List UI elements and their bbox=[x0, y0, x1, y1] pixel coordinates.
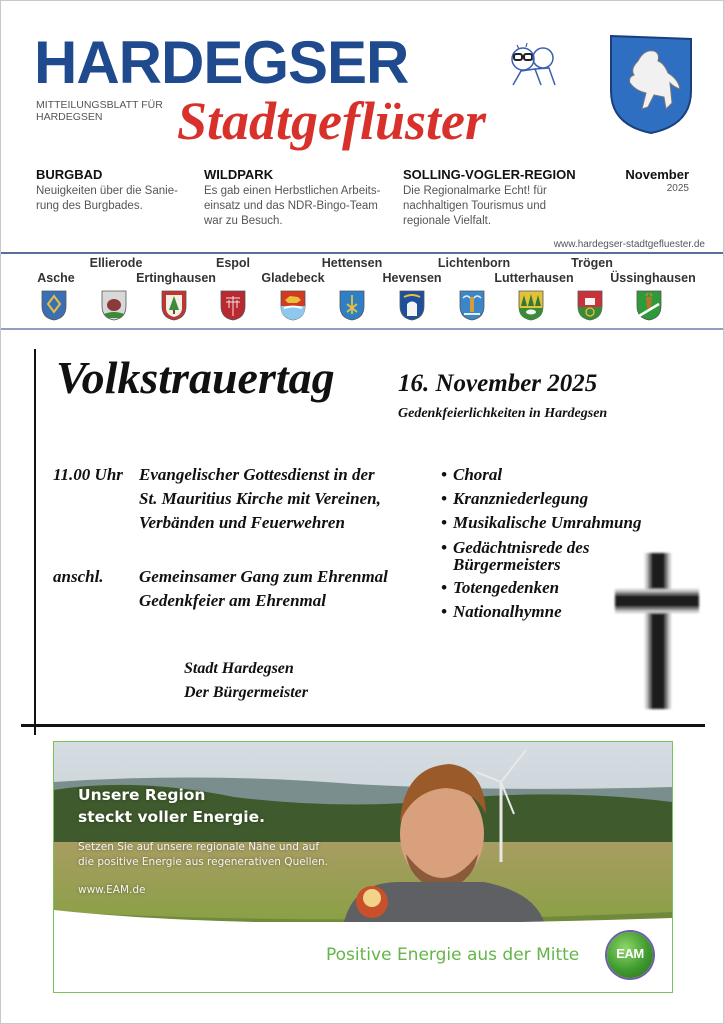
ad-body-line1: Setzen Sie auf unsere regionale Nähe und auf bbox=[78, 841, 320, 853]
village-name-troegen[interactable]: Trögen bbox=[571, 256, 613, 270]
eam-logo-text: EAM bbox=[616, 946, 644, 961]
village-crest-hettensen-icon[interactable] bbox=[339, 290, 365, 321]
village-crest-lutterhausen-icon[interactable] bbox=[518, 290, 544, 321]
village-name-hettensen[interactable]: Hettensen bbox=[321, 256, 383, 270]
teaser-burgbad[interactable] bbox=[36, 167, 178, 214]
village-name-hevensen[interactable]: Hevensen bbox=[382, 271, 442, 285]
schedule-time: anschl. bbox=[53, 567, 104, 586]
masthead-subtitle bbox=[36, 99, 171, 123]
notice-border-horizontal bbox=[21, 724, 705, 727]
masthead-title: HARDEGSER bbox=[34, 29, 409, 96]
village-crest-espol-icon[interactable] bbox=[220, 290, 246, 321]
program-item: • Nationalhymne bbox=[441, 600, 641, 624]
schedule-line: Verbänden und Feuerwehren bbox=[139, 513, 345, 532]
ad-headline bbox=[78, 784, 265, 828]
village-name-lutterhausen[interactable]: Lutterhausen bbox=[494, 271, 574, 285]
teaser-text-line: war zu Besuch. bbox=[204, 215, 283, 227]
program-item-line: Bürgermeisters bbox=[453, 555, 561, 574]
teaser-heading: SOLLING-VOGLER-REGION bbox=[403, 167, 576, 182]
teaser-text-line: nachhaltigen Tourismus und bbox=[403, 200, 546, 212]
village-crest-uessinghausen-icon[interactable] bbox=[636, 290, 662, 321]
teaser-heading: WILDPARK bbox=[204, 167, 274, 182]
village-name-lichtenborn[interactable]: Lichtenborn bbox=[437, 256, 511, 270]
schedule-time: 11.00 Uhr bbox=[53, 465, 123, 484]
village-name-espol[interactable]: Espol bbox=[215, 256, 251, 270]
program-item: • Musikalische Umrahmung bbox=[441, 511, 641, 535]
masthead-script-title: Stadtgeflüster bbox=[177, 91, 487, 151]
program-item: • Choral bbox=[441, 463, 641, 487]
ad-body bbox=[78, 840, 328, 870]
village-name-ellierode[interactable]: Ellierode bbox=[89, 256, 143, 270]
schedule-description bbox=[139, 463, 381, 535]
teaser-text-line: Es gab einen Herbstlichen Arbeits- bbox=[204, 185, 381, 197]
signature-line1: Stadt Hardegsen bbox=[184, 660, 294, 677]
village-crest-gladebeck-icon[interactable] bbox=[280, 290, 306, 321]
program-item bbox=[441, 535, 641, 576]
teaser-text-line: rung des Burgbades. bbox=[36, 200, 143, 212]
program-item-line: Gedächtnisrede des bbox=[453, 538, 590, 557]
teaser-text-line: Neuigkeiten über die Sanie- bbox=[36, 185, 178, 197]
notice-subtitle: Gedenkfeierlichkeiten in Hardegsen bbox=[398, 406, 608, 421]
ad-slogan: Positive Energie aus der Mitte bbox=[326, 945, 580, 965]
signature bbox=[184, 657, 308, 705]
village-name-ertinghausen[interactable]: Ertinghausen bbox=[136, 271, 216, 285]
program-item: • Kranzniederlegung bbox=[441, 487, 641, 511]
village-crest-hevensen-icon[interactable] bbox=[399, 290, 425, 321]
teaser-wildpark[interactable] bbox=[204, 167, 380, 229]
ad-url-link[interactable]: www.EAM.de bbox=[78, 884, 146, 896]
schedule-line: Gemeinsamer Gang zum Ehrenmal bbox=[139, 567, 388, 586]
village-crest-troegen-icon[interactable] bbox=[577, 290, 603, 321]
issue-month: November bbox=[625, 167, 689, 182]
schedule-line: Gedenkfeier am Ehrenmal bbox=[139, 591, 326, 610]
masthead-subtitle-line1: MITTEILUNGSBLATT FÜR bbox=[36, 99, 163, 111]
village-crest-ertinghausen-icon[interactable] bbox=[161, 290, 187, 321]
village-crest-asche-icon[interactable] bbox=[41, 290, 67, 321]
village-crest-lichtenborn-icon[interactable] bbox=[459, 290, 485, 321]
program-list bbox=[441, 463, 641, 624]
eam-logo-icon[interactable] bbox=[607, 932, 653, 978]
ad-photo-image bbox=[54, 742, 672, 922]
hardegsen-crest-icon bbox=[608, 33, 694, 135]
schedule-line: St. Mauritius Kirche mit Vereinen, bbox=[139, 489, 381, 508]
teaser-text-line: regionale Vielfalt. bbox=[403, 215, 492, 227]
teaser-text bbox=[204, 184, 380, 229]
notice-title: Volkstrauertag bbox=[56, 352, 335, 403]
notice-date: 16. November 2025 bbox=[398, 370, 598, 397]
issue-year: 2025 bbox=[666, 183, 689, 194]
program-item: • Totengedenken bbox=[441, 576, 641, 600]
cross-icon bbox=[613, 551, 701, 711]
issue-date bbox=[613, 167, 689, 195]
villages-band bbox=[1, 252, 723, 330]
schedule-description bbox=[139, 565, 388, 613]
village-crest-ellierode-icon[interactable] bbox=[101, 290, 127, 321]
teaser-text bbox=[403, 184, 576, 229]
ad-headline-line2: steckt voller Energie. bbox=[78, 808, 265, 826]
village-name-uessinghausen[interactable]: Üssinghausen bbox=[610, 271, 696, 285]
website-link[interactable]: www.hardegser-stadtgefluester.de bbox=[553, 239, 705, 250]
mascot-icon bbox=[501, 41, 567, 89]
schedule-line: Evangelischer Gottesdienst in der bbox=[139, 465, 375, 484]
village-name-asche[interactable]: Asche bbox=[37, 271, 75, 285]
ad-body-line2: die positive Energie aus regenerativen Quellen. bbox=[78, 856, 328, 868]
signature-line2: Der Bürgermeister bbox=[184, 684, 308, 701]
ad-headline-line1: Unsere Region bbox=[78, 786, 206, 804]
notice-border-vertical bbox=[34, 349, 36, 735]
teaser-solling-vogler[interactable] bbox=[403, 167, 576, 229]
teaser-text bbox=[36, 184, 178, 214]
teaser-heading: BURGBAD bbox=[36, 167, 103, 182]
eam-advertisement[interactable] bbox=[53, 741, 673, 993]
village-name-gladebeck[interactable]: Gladebeck bbox=[261, 271, 325, 285]
teaser-text-line: Die Regionalmarke Echt! für bbox=[403, 185, 547, 197]
masthead-subtitle-line2: HARDEGSEN bbox=[36, 111, 103, 123]
teaser-text-line: einsatz und das NDR-Bingo-Team bbox=[204, 200, 378, 212]
